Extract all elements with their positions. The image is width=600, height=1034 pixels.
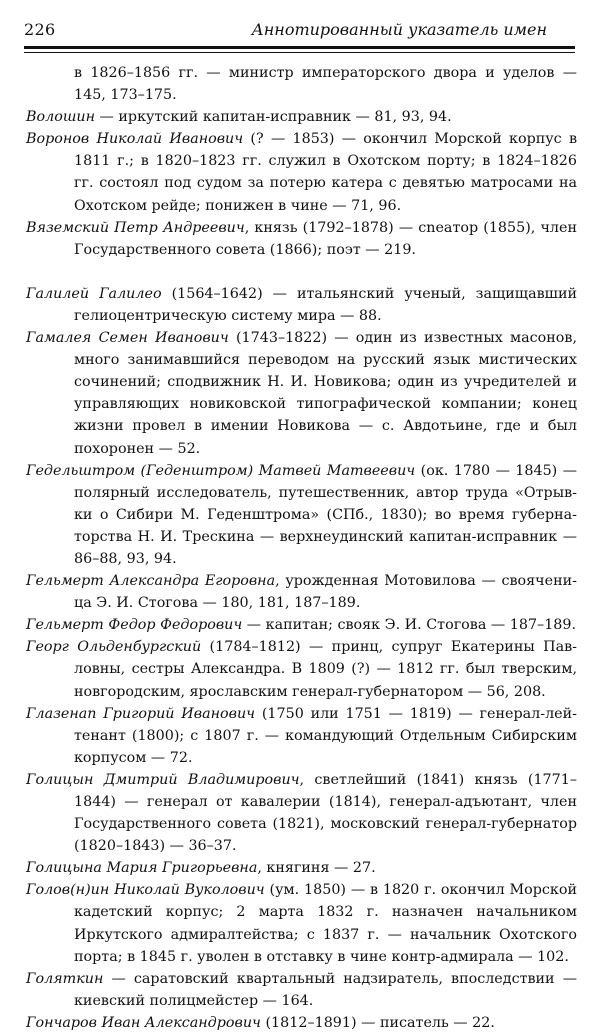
entry-name: Вяземский Петр Андреевич [26,219,245,236]
entry-name: Воронов Николай Иванович [26,131,244,148]
entry-name: Голов(н)ин Николай Вуколович [26,882,265,899]
index-entry [26,327,577,460]
entry-name: Голяткин [26,970,104,987]
entry-name: Гельмерт Федор Федорович [26,617,243,634]
page-number: 226 [24,20,56,39]
entry-text: в 1826–1856 гг. — министр императорского двора и уделов — 145, 173–175. [74,65,577,104]
entry-name: Гончаров Иван Александрович [26,1014,261,1031]
index-entry [26,1012,577,1034]
header-rule-thin [24,52,575,53]
entry-text: , светлейший (1841) князь (1771–1844) — генерал от кавалерии (1814), генерал-адъютант, член Государственного совета (1821), московский генерал-губернатор (1820–1843) — 36–37. [74,771,577,855]
entry-name: Гельмерт Александра Егоровна [26,573,276,590]
index-entry [26,570,577,614]
entry-text: — иркутский капитан-исправник — 81, 93, 94. [95,109,452,126]
entry-name: Гамалея Семен Иванович [26,330,229,347]
index-entry [26,217,577,261]
index-entry [26,769,577,857]
index-entry [26,460,577,570]
index-entry [26,968,577,1012]
entry-text: , урожденная Мотовилова — свояченица Э. И. Стогова — 180, 181, 187–189. [74,573,577,612]
entry-name: Галилей Галилео [26,285,162,302]
entry-name: Георг Ольденбургский [26,639,202,656]
entry-name: Глазенап Григорий Иванович [26,705,256,722]
index-entry-continued [26,62,577,106]
entry-text: , князь (1792–1878) — сneатор (1855), член Государственного совета (1866); поэт — 219. [74,219,577,258]
entry-text: (1564–1642) — итальянский ученый, защищавший гелиоцентрическую систему мира — 88. [74,285,577,324]
entry-name: Гедельштром (Геденштром) Матвей Матвеевич [26,462,416,479]
entry-text: (ум. 1850) — в 1820 г. окончил Морской кадетский корпус; 2 марта 1832 г. назначен начальником Иркутского адмиралтейства; с 1837 г. — начальник Охотского порта; в 1845 г. уволен в отставку в чине контр-адмирала — 102. [74,882,577,965]
page-header [24,18,575,44]
index-entry [26,857,577,879]
letter-section-gap [26,261,577,283]
index-entry [26,703,577,769]
index-entry [26,879,577,967]
entry-text: (ок. 1780 — 1845) — полярный исследователь, путешественник, автор труда «Отрывки о Сибири М. Геденштрома» (СПб., 1830); во время губернаторства Н. И. Трескина — верхнеудинский капитан-исправник — 86–88, 93, 94. [74,462,577,567]
entry-text: (1784–1812) — принц, супруг Екатерины Павловны, сестры Александра. В 1809 (?) — 1812 гг. был тверским, новгородским, ярославским генерал-губернатором — 56, 208. [74,639,577,700]
index-entry [26,128,577,216]
entry-name: Волошин [26,109,95,126]
entry-text: (1812–1891) — писатель — 22. [260,1014,495,1031]
index-text [26,62,577,1034]
header-rule-thick [24,46,575,49]
entry-text: , княгиня — 27. [257,860,376,877]
entry-text: (1743–1822) — один из известных масонов, много занимавшийся переводом на русский язык мистических сочинений; сподвижник Н. И. Новикова; один из учредителей и управляющих новиковской типографической компании; конец жизни провел в имении Новикова — с. Авдотьине, где и был похоронен — 52. [74,330,577,457]
index-entry [26,106,577,128]
entry-text: (? — 1853) — окончил Морской корпус в 1811 г.; в 1820–1823 гг. служил в Охотском порту; в 1824–1826 гг. состоял под судом за потерю катера с девятью матросами на Охотском рейде; понижен в чине — 71, 96. [74,131,577,214]
entry-text: (1750 или 1751 — 1819) — генерал-лейтенант (1800); с 1807 г. — командующий Отдельным Сибирским корпусом — 72. [74,705,577,766]
running-title: Аннотированный указатель имен [251,20,547,39]
index-entry [26,614,577,636]
entry-name: Голицын Дмитрий Владимирович [26,771,300,788]
entry-text: — саратовский квартальный надзиратель, впоследствии — киевский полицмейстер — 164. [74,970,577,1009]
index-entry [26,283,577,327]
entry-name: Голицына Мария Григорьевна [26,860,258,877]
entry-text: — капитан; свояк Э. И. Стогова — 187–189. [242,617,577,634]
index-entry [26,636,577,702]
